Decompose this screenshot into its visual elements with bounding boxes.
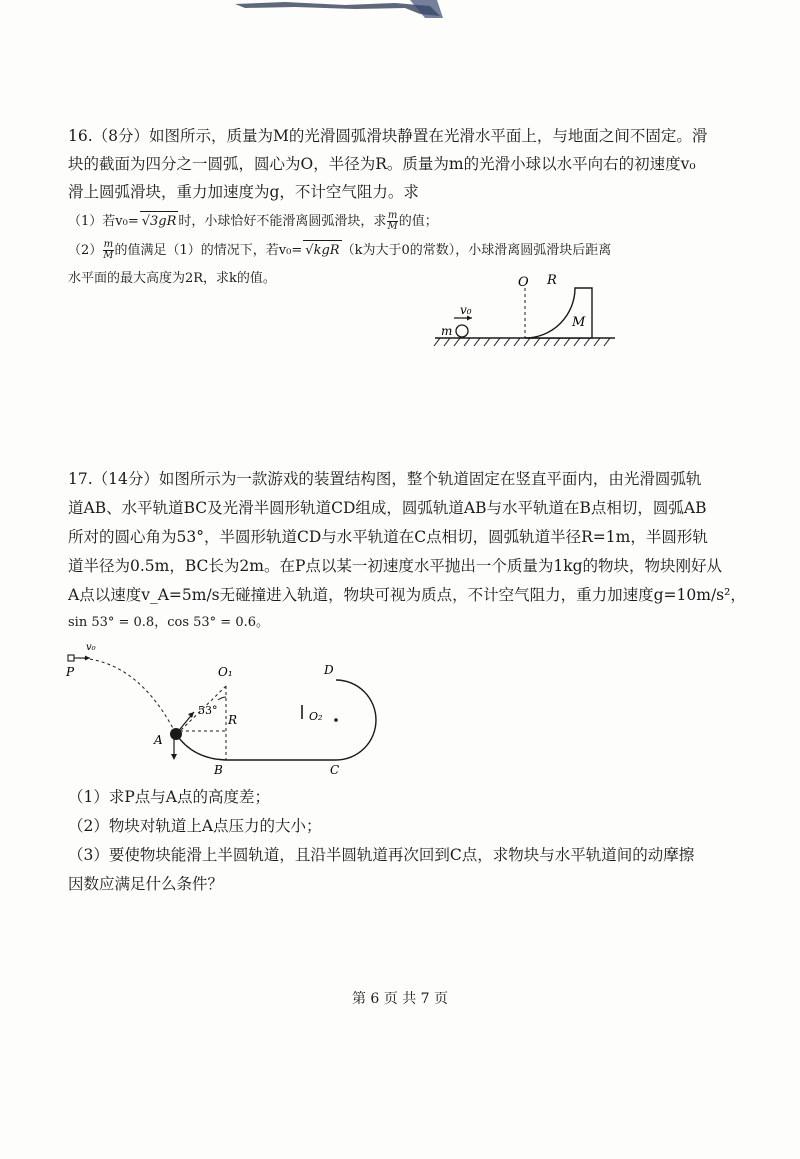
q17-stem-line-1: 17.（14分）如图所示为一款游戏的装置结构图，整个轨道固定在竖直平面内，由光滑圆弧轨 [68,470,702,488]
scan-edge-artifact [225,0,445,18]
q17-label-O1: O₁ [218,665,233,679]
q17-sub-question-3: （3）要使物块能滑上半圆轨道，且沿半圆轨道再次回到C点，求物块与水平轨道间的动摩擦 [68,846,695,864]
q17-stem-line-4: 道半径为0.5m，BC长为2m。在P点以某一初速度水平抛出一个质量为1kg的物块，物块刚好从 [68,557,723,575]
q16-sub2-frac-den: M [103,250,114,261]
q17-launch-block [68,655,74,661]
q17-label-angle: 53° [198,704,218,717]
page-number-footer: 第 6 页 共 7 页 [351,991,449,1007]
q16-sub1-frac-den: M [387,221,398,232]
q16-sub2-frac-num: m [103,239,114,250]
q17-label-v0: v₀ [86,642,96,653]
q17-label-C: C [330,763,340,777]
q16-label-R: R [547,273,557,288]
q16-figure [430,270,620,352]
q17-label-P: P [66,665,75,679]
q16-sub-question-1: （1）若v₀= √3gR 时，小球恰好不能滑离圆弧滑块，求 $\frac{m}{M}$ 的值； [68,210,438,232]
q17-label-D: D [324,663,334,677]
q16-sub-question-2: （2） $\frac{m}{M}$ 的值满足（1）的情况下，若v₀= √kgR （k为大于0的常数），小球滑离圆弧滑块后距离 [68,239,612,261]
q16-sub1-mid: 时，小球恰好不能滑离圆弧滑块，求 [178,214,387,229]
q16-sub1-suffix: 的值； [398,214,438,229]
q17-label-B: B [214,763,223,777]
q17-stem-line-3: 所对的圆心角为53°，半圆形轨道CD与水平轨道在C点相切，圆弧轨道半径R=1m，半圆形轨 [68,528,708,546]
q17-label-A: A [154,733,163,747]
q16-sub1-frac-num: m [387,210,398,221]
q17-vA-arrowhead [188,712,194,718]
q17-track-AB-BC-CD [176,680,376,760]
q17-v0-arrowhead [85,656,90,661]
q16-label-O: O [518,275,529,290]
q16-label-M: M [572,315,586,330]
q17-projectile-path [78,658,176,734]
q17-sub-question-1: （1）求P点与A点的高度差； [68,788,270,806]
q16-ground-hatching [434,338,610,346]
q17-stem-line-6: sin 53° = 0.8，cos 53° = 0.6。 [68,615,269,630]
q16-sub1-radicand: 3gR [150,214,177,229]
q17-stem-line-5: A点以速度v_A=5m/s无碰撞进入轨道，物块可视为质点，不计空气阻力，重力加速度g=10m/s²， [68,586,746,604]
q16-sub2-suffix: （k为大于0的常数），小球滑离圆弧滑块后距离 [341,243,612,258]
q17-label-O2: O₂ [309,710,323,723]
q17-sub-question-3-line-2: 因数应满足什么条件？ [68,875,224,893]
q16-ball [456,325,468,337]
q16-label-v0: v₀ [460,303,472,317]
q16-sub1-prefix: （1）若v₀= [68,214,139,229]
q16-sub2-mid: 的值满足（1）的情况下，若v₀= [114,243,303,258]
q17-angle-arc [218,697,226,700]
q16-sub2-radicand: kgR [313,243,340,258]
q16-stem-line-1: 16.（8分）如图所示，质量为M的光滑圆弧滑块静置在光滑水平面上，与地面之间不固定。滑 [68,127,708,145]
q17-label-R: R [228,713,238,727]
q17-stem-line-2: 道AB、水平轨道BC及光滑半圆形轨道CD组成，圆弧轨道AB与水平轨道在B点相切，圆弧AB [68,499,707,517]
q17-sub-question-2: （2）物块对轨道上A点压力的大小； [68,817,322,835]
q16-stem-line-2: 块的截面为四分之一圆弧，圆心为O，半径为R。质量为m的光滑小球以水平向右的初速度v₀ [68,155,696,173]
q17-gravity-arrowhead [171,754,177,760]
q16-arc-slider-block [525,288,592,338]
q17-O2-center-point [334,718,338,722]
q16-sub2-prefix: （2） [68,243,103,258]
q17-figure [58,638,398,778]
q16-sub-question-2-line-2: 水平面的最大高度为2R，求k的值。 [68,271,276,286]
q16-label-m: m [441,324,453,338]
q16-stem-line-3: 滑上圆弧滑块，重力加速度为g，不计空气阻力。求 [68,183,419,201]
